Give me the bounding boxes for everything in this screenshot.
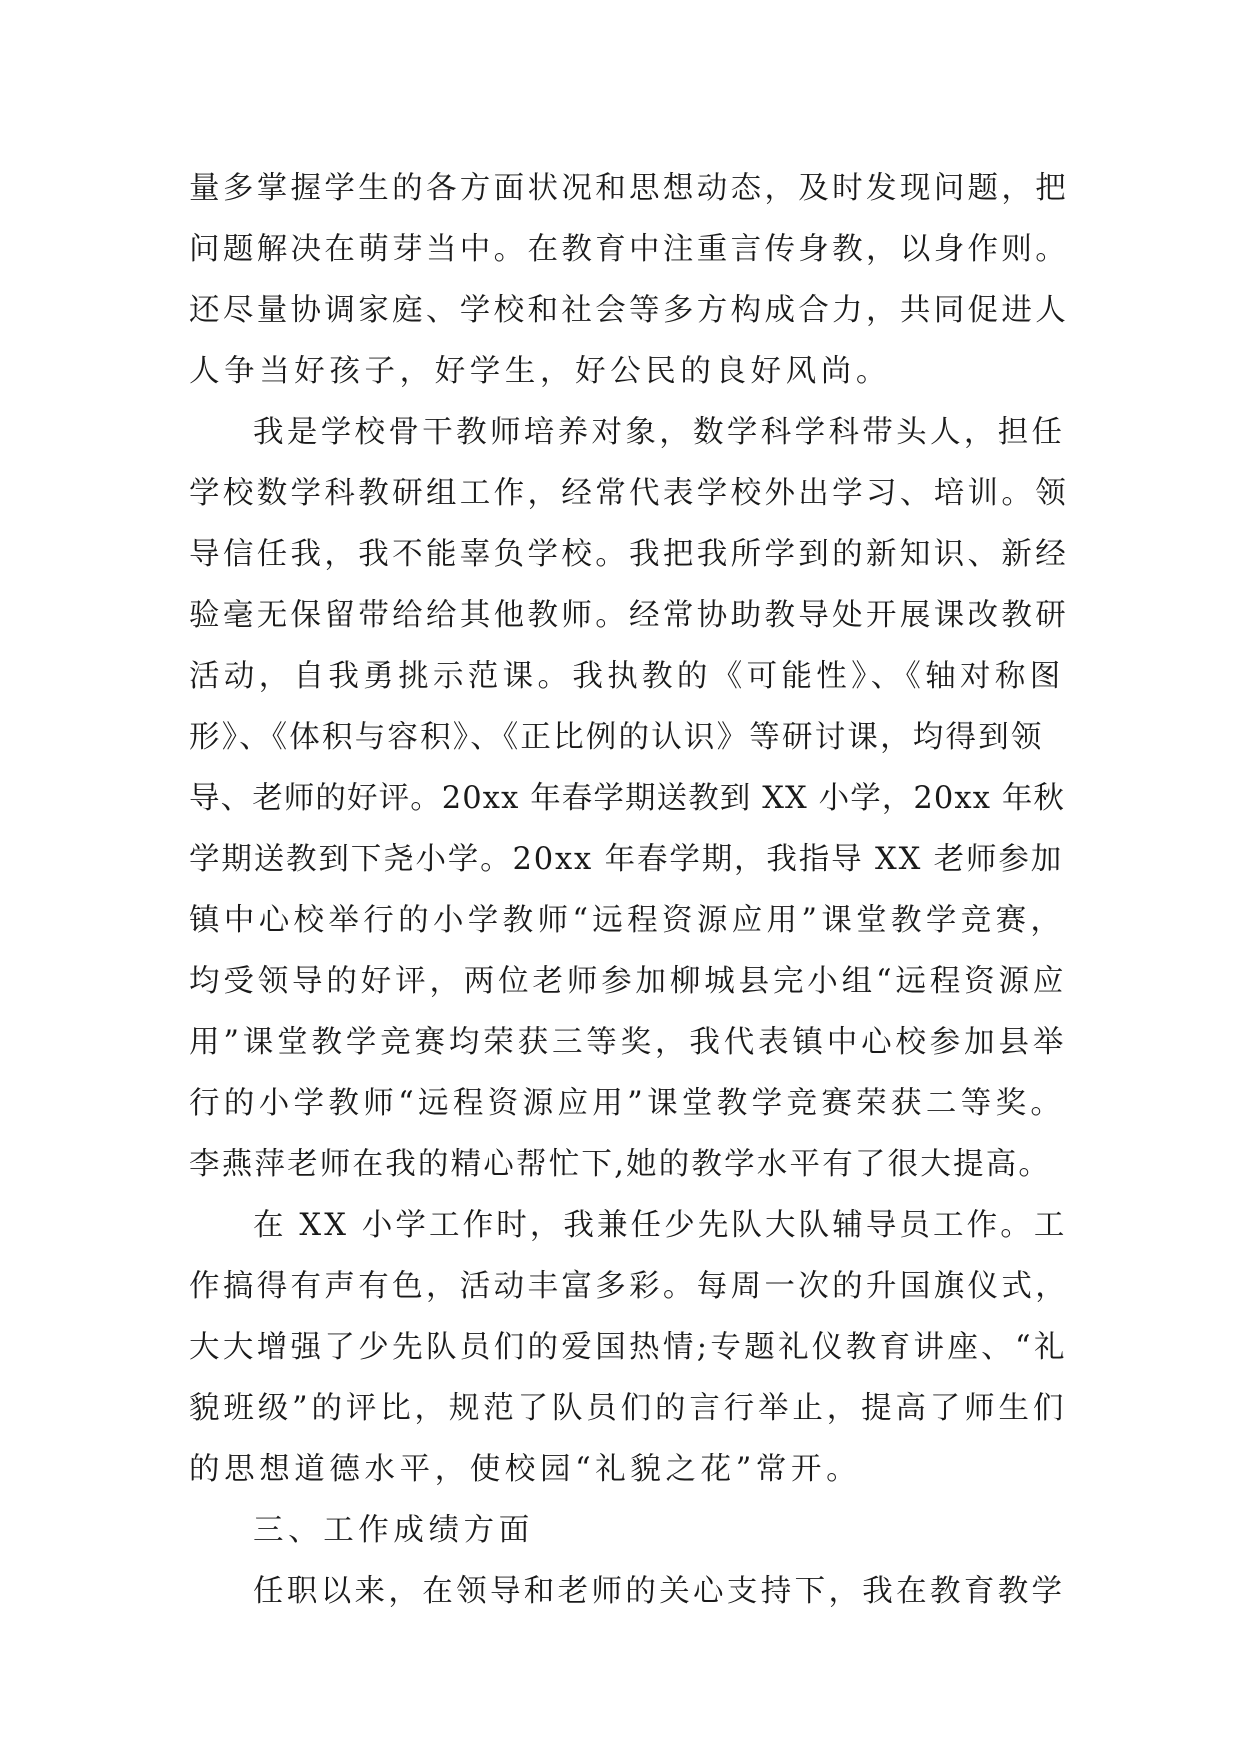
text-line: 形》、《体积与容积》、《正比例的认识》等研讨课，均得到领 xyxy=(189,720,1044,755)
paragraph-start-line: 我是学校骨干教师培养对象，数学科学科带头人，担任 xyxy=(253,415,1066,450)
text-line: 人争当好孩子，好学生，好公民的良好风尚。 xyxy=(189,354,891,389)
text-line: 学期送教到下尧小学。20xx 年春学期，我指导 XX 老师参加 xyxy=(189,842,1064,877)
text-line: 貌班级”的评比，规范了队员们的言行举止，提高了师生们 xyxy=(189,1391,1068,1426)
text-line: 学校数学科教研组工作，经常代表学校外出学习、培训。领 xyxy=(189,476,1070,511)
text-line: 镇中心校举行的小学教师“远程资源应用”课堂教学竞赛， xyxy=(189,903,1066,938)
paragraph-start-line: 在 XX 小学工作时，我兼任少先队大队辅导员工作。工 xyxy=(253,1208,1068,1243)
text-line: 导信任我，我不能辜负学校。我把我所学到的新知识、新经 xyxy=(189,537,1070,572)
text-line: 李燕萍老师在我的精心帮忙下,她的教学水平有了很大提高。 xyxy=(189,1147,1052,1182)
text-line: 量多掌握学生的各方面状况和思想动态，及时发现问题，把 xyxy=(189,171,1070,206)
body-text xyxy=(189,158,1069,1622)
text-line: 大大增强了少先队员们的爱国热情;专题礼仪教育讲座、“礼 xyxy=(189,1330,1068,1365)
text-line: 问题解决在萌芽当中。在教育中注重言传身教，以身作则。 xyxy=(189,232,1070,267)
text-line: 的思想道德水平，使校园“礼貌之花”常开。 xyxy=(189,1452,862,1487)
text-line: 活动，自我勇挑示范课。我执教的《可能性》、《轴对称图 xyxy=(189,659,1065,694)
text-line: 用”课堂教学竞赛均荣获三等奖，我代表镇中心校参加县举 xyxy=(189,1025,1068,1060)
text-line: 验毫无保留带给给其他教师。经常协助教导处开展课改教研 xyxy=(189,598,1070,633)
text-line: 作搞得有声有色，活动丰富多彩。每周一次的升国旗仪式， xyxy=(189,1269,1070,1304)
section-heading: 三、工作成绩方面 xyxy=(253,1513,534,1548)
text-line: 均受领导的好评，两位老师参加柳城县完小组“远程资源应 xyxy=(189,964,1068,999)
text-line: 导、老师的好评。20xx 年春学期送教到 XX 小学，20xx 年秋 xyxy=(189,781,1066,816)
paragraph-start-line: 任职以来，在领导和老师的关心支持下，我在教育教学 xyxy=(253,1574,1066,1609)
text-line: 行的小学教师“远程资源应用”课堂教学竞赛荣获二等奖。 xyxy=(189,1086,1066,1121)
text-line: 还尽量协调家庭、学校和社会等多方构成合力，共同促进人 xyxy=(189,293,1070,328)
